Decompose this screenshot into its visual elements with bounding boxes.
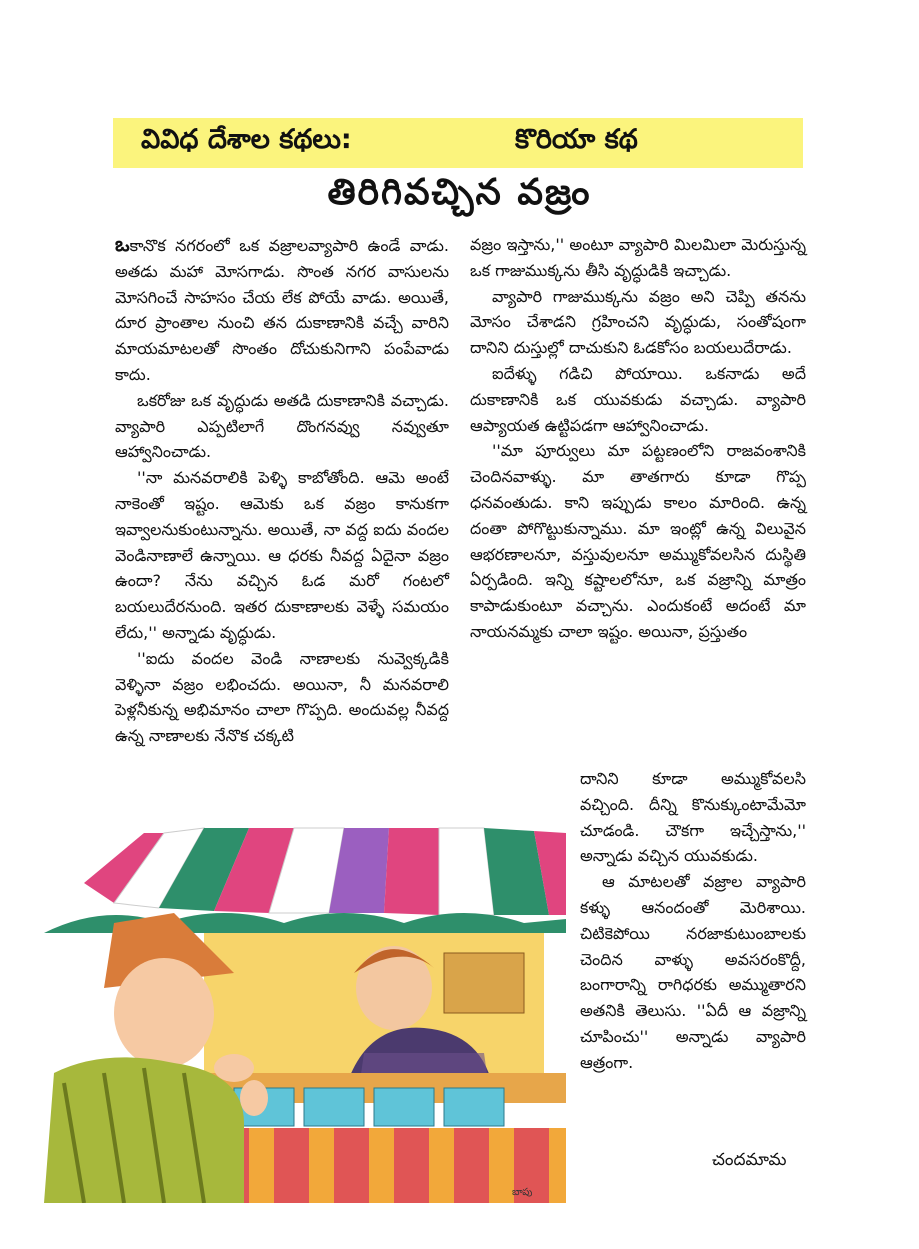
paragraph: ఐదేళ్ళు గడిచి పోయాయి. ఒకనాడు అదే దుకాణానికి ఒక యువకుడు వచ్చాడు. వ్యాపారి ఆప్యాయత ఉట్టిపడగా ఆహ్వానించాడు. [470, 363, 806, 435]
paragraph: ఒకరోజు ఒక వృద్ధుడు అతడి దుకాణానికి వచ్చాడు. వ్యాపారి ఎప్పటిలాగే దొంగనవ్వు నవ్వుతూ ఆహ్వానించాడు. [115, 390, 449, 462]
drop-cap: ఒ [115, 232, 130, 256]
signature: చందమామ [712, 1150, 787, 1170]
paragraph: వ్యాపారి గాజుముక్కను వజ్రం అని చెప్పి తనను మోసం చేశాడని గ్రహించని వృద్ధుడు, సంతోషంగా దానిని దుస్తుల్లో దాచుకుని ఓడకోసం బయలుదేరాడు. [470, 286, 806, 358]
artist-mark: బాపు [512, 1187, 533, 1198]
paragraph: ''నా మనవరాలికి పెళ్ళి కాబోతోంది. ఆమె అంటే నాకెంతో ఇష్టం. ఆమెకు ఒక వజ్రం కానుకగా ఇవ్వాలనుకుంటున్నాను. అయితే, నా వద్ద ఐదు వందల వెండినాణాలే ఉన్నాయి. ఆ ధరకు నీవద్ద ఏదైనా వజ్రం ఉందా? నేను వచ్చిన ఓడ మరో గంటలో బయలుదేరనుంది. ఇతర దుకాణాలకు వెళ్ళే సమయం లేదు,'' అన్నాడు వృద్ధుడు. [115, 468, 449, 642]
paragraph: ''మా పూర్వులు మా పట్టణంలోని రాజవంశానికి చెందినవాళ్ళు. మా తాతగారు కూడా గొప్ప ధనవంతుడు. కాని ఇప్పుడు కాలం మారింది. ఉన్న దంతా పోగొట్టుకున్నాము. మా ఇంట్లో ఉన్న విలువైన ఆభరణాలనూ, వస్తువులనూ అమ్ముకోవలసిన దుస్థితి ఏర్పడింది. ఇన్ని కష్టాలలోనూ, ఒక వజ్రాన్ని మాత్రం కాపాడుకుంటూ వచ్చాను. ఎందుకంటే అదంటే మా నాయనమ్మకు చాలా ఇష్టం. అయినా, ప్రస్తుతం [470, 441, 806, 641]
story-column-3 [580, 766, 806, 1076]
paragraph: దానిని కూడా అమ్ముకోవలసి వచ్చింది. దీన్ని కొనుక్కుంటామేమో చూడండి. చౌకగా ఇచ్చేస్తాను,'' అన్నాడు వచ్చిన యువకుడు. [580, 769, 806, 866]
story-banner [113, 118, 803, 168]
story-column-1 [115, 232, 449, 749]
story-column-2 [470, 232, 806, 645]
market-stall-illustration [44, 823, 566, 1203]
treasure-chest [444, 953, 524, 1013]
paragraph: వజ్రం ఇస్తాను,'' అంటూ వ్యాపారి మిలమిలా మెరుస్తున్న ఒక గాజుముక్కను తీసి వృద్ధుడికి ఇచ్చాడు. [470, 235, 806, 280]
paragraph: ఆ మాటలతో వజ్రాల వ్యాపారి కళ్ళు ఆనందంతో మెరిశాయి. చిటికెపోయి నరజాకుటుంబాలకు చెందిన వాళ్ళు అవసరంకొద్దీ, బంగారాన్ని రాగిధరకు అమ్ముతారని అతనికి తెలుసు. ''ఏదీ ఆ వజ్రాన్ని చూపించు'' అన్నాడు వ్యాపారి ఆత్రంగా. [580, 872, 806, 1072]
awning [44, 828, 566, 933]
paragraph [115, 232, 449, 388]
paragraph: ''ఐదు వందల వెండి నాణాలకు నువ్వెక్కడికి వెళ్ళినా వజ్రం లభించదు. అయినా, నీ మనవరాలి పెళ్లనీకున్న అభిమానం చాలా గొప్పది. అందువల్ల నీవద్ద ఉన్న నాణాలకు నేనొక చక్కటి [115, 648, 449, 746]
series-label: వివిధ దేశాల కథలు: [141, 124, 352, 155]
paragraph-text: కానొక నగరంలో ఒక వజ్రాలవ్యాపారి ఉండే వాడు. అతడు మహా మోసగాడు. సొంత నగర వాసులను మోసగించే సాహసం చేయ లేక పోయే వాడు. అయితే, దూర ప్రాంతాల నుంచి తన దుకాణానికి వచ్చే వారిని మాయమాటలతో సొంతం దోచుకునిగాని పంపేవాడు కాదు. [115, 236, 449, 384]
story-title: తిరిగివచ్చిన వజ్రం [327, 172, 592, 213]
country-label: కొరియా కథ [515, 124, 638, 155]
